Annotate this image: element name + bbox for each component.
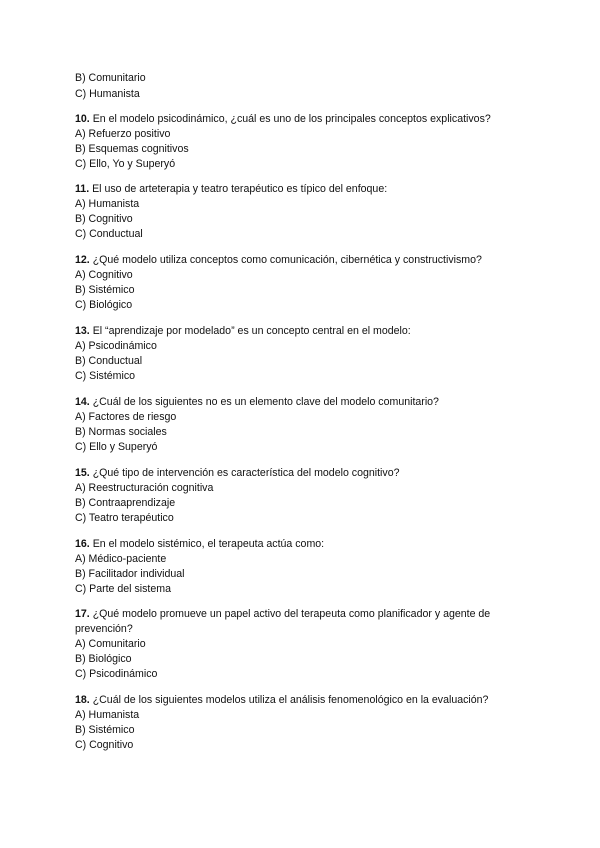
option: B) Cognitivo	[75, 213, 133, 225]
option: A) Psicodinámico	[75, 340, 157, 352]
option: A) Médico-paciente	[75, 553, 167, 565]
question-11	[75, 182, 525, 197]
option: A) Refuerzo positivo	[75, 128, 171, 140]
option: A) Cognitivo	[75, 269, 133, 281]
question-text: En el modelo psicodinámico, ¿cuál es uno de los principales conceptos explicativos?	[92, 113, 491, 125]
option: C) Teatro terapéutico	[75, 512, 174, 524]
question-text: El “aprendizaje por modelado” es un concepto central en el modelo:	[92, 325, 411, 337]
option: B) Sistémico	[75, 284, 135, 296]
question-15	[75, 466, 525, 481]
question-10	[75, 112, 525, 127]
option: A) Reestructuración cognitiva	[75, 482, 214, 494]
option: B) Contraaprendizaje	[75, 497, 176, 509]
question-number: 18.	[75, 694, 90, 706]
question-text: ¿Qué modelo utiliza conceptos como comunicación, cibernética y constructivismo?	[92, 254, 482, 266]
question-18	[75, 693, 525, 708]
option: A) Humanista	[75, 709, 140, 721]
question-number: 14.	[75, 396, 90, 408]
question-16	[75, 537, 525, 552]
option: B) Facilitador individual	[75, 568, 185, 580]
option: B) Sistémico	[75, 724, 135, 736]
option: B) Biológico	[75, 653, 132, 665]
question-number: 13.	[75, 325, 90, 337]
option: C) Ello, Yo y Superyó	[75, 158, 176, 170]
option: C) Sistémico	[75, 370, 136, 382]
option: A) Comunitario	[75, 638, 146, 650]
question-number: 10.	[75, 113, 90, 125]
question-number: 12.	[75, 254, 90, 266]
question-13	[75, 324, 525, 339]
option: C) Biológico	[75, 299, 133, 311]
question-14	[75, 395, 525, 410]
option: C) Psicodinámico	[75, 668, 158, 680]
question-number: 15.	[75, 467, 90, 479]
question-text: ¿Cuál de los siguientes no es un elemento clave del modelo comunitario?	[92, 396, 439, 408]
question-text: En el modelo sistémico, el terapeuta actúa como:	[92, 538, 325, 550]
option: A) Humanista	[75, 198, 140, 210]
question-17	[75, 607, 525, 636]
option: A) Factores de riesgo	[75, 411, 177, 423]
intro-option: B) Comunitario	[75, 72, 146, 84]
intro-option: C) Humanista	[75, 88, 140, 100]
option: C) Parte del sistema	[75, 583, 171, 595]
option: B) Conductual	[75, 355, 143, 367]
question-12	[75, 253, 525, 268]
question-number: 11.	[75, 183, 90, 195]
option: C) Ello y Superyó	[75, 441, 158, 453]
option: B) Normas sociales	[75, 426, 167, 438]
question-text: ¿Qué modelo promueve un papel activo del terapeuta como planificador y agente de prevención?	[75, 608, 491, 635]
question-text: ¿Cuál de los siguientes modelos utiliza el análisis fenomenológico en la evaluación?	[92, 694, 489, 706]
question-text: ¿Qué tipo de intervención es característica del modelo cognitivo?	[92, 467, 400, 479]
question-number: 16.	[75, 538, 90, 550]
option: B) Esquemas cognitivos	[75, 143, 189, 155]
option: C) Conductual	[75, 228, 143, 240]
question-number: 17.	[75, 608, 90, 620]
question-text: El uso de arteterapia y teatro terapéutico es típico del enfoque:	[92, 183, 388, 195]
option: C) Cognitivo	[75, 739, 134, 751]
